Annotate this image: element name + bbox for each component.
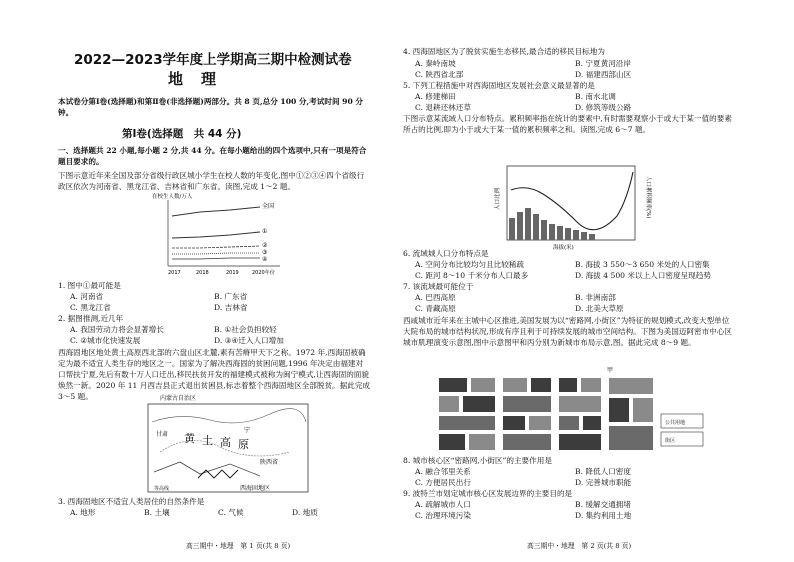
city-legend-block: 街区 — [665, 438, 676, 444]
q1-stem: 1. 图中①最可能是 — [58, 281, 121, 290]
q9-option-a[interactable]: A. 疏解城市人口 — [415, 500, 471, 509]
series-national-label: 全国 — [262, 203, 275, 210]
x-tick-2017: 2017 — [168, 270, 181, 276]
passage-4: 西咸城市近年来在主城中心区推进,美国发展为以“密路网,小街区”为特征的规划模式,改变大型单位大院布局的城市结构状况,形成有序且利于可持续发展的城市空间结构。下图为美国迈阿密市中心区城市肌理演变示意图,图中示意图甲和丙分别为新城市布局示意,图。据此完成 8～9 题。 — [403, 316, 732, 347]
q9-option-c[interactable]: C. 治理环境污染 — [415, 511, 471, 520]
q6-option-d[interactable]: D. 海拔 4 500 米以上人口密度呈现趋势 — [575, 271, 711, 280]
series-3-line — [172, 253, 260, 254]
q9-option-b[interactable]: B. 缓解交通拥堵 — [575, 500, 631, 509]
map-river — [154, 462, 260, 476]
q4-option-c[interactable]: C. 陕西省北部 — [415, 70, 464, 79]
series-1-label: ① — [262, 228, 268, 235]
q1-option-b[interactable]: B. 广东省 — [214, 292, 248, 301]
map-border-line — [152, 409, 306, 423]
city-label-jia: 甲 — [607, 367, 614, 374]
map-label-gao: 高 — [220, 436, 231, 449]
q8-option-c[interactable]: C. 方便居民出行 — [415, 478, 471, 487]
q1-option-c[interactable]: C. 黑龙江省 — [70, 303, 111, 312]
q1-option-d[interactable]: D. 吉林省 — [214, 303, 248, 312]
city-panel-1 — [439, 378, 495, 450]
map-label-inner-mongolia: 内蒙古自治区 — [160, 395, 197, 402]
x-tick-2018: 2018 — [196, 270, 209, 276]
q6-stem: 6. 流域城人口分布特点是 — [403, 249, 489, 258]
q1-option-a[interactable]: A. 河南省 — [70, 292, 104, 301]
q3-option-b[interactable]: B. 土壤 — [144, 508, 170, 517]
q4-option-d[interactable]: D. 福建西部山区 — [575, 70, 632, 79]
exam-title: 2022—2023学年度上学期高三期中检测试卷 — [74, 52, 352, 68]
q4-option-b[interactable]: B. 宁夏黄河沿岸 — [575, 59, 631, 68]
q2-stem: 2. 据图推测,近几年 — [58, 314, 124, 323]
q8-option-a[interactable]: A. 融合邻里关系 — [415, 467, 471, 476]
city-legend-public: 公共用地 — [665, 420, 686, 426]
q2-option-a[interactable]: A. 我国劳动力将会显著增长 — [70, 325, 164, 334]
q7-option-c[interactable]: C. 青藏高原 — [415, 304, 456, 313]
q5-stem: 5. 下列工程措施中对西海固地区发展社会意义最显著的是 — [403, 81, 595, 90]
series-1-line — [172, 232, 260, 238]
exam-subject: 地理 — [168, 70, 235, 88]
q5-option-d[interactable]: D. 修筑等级公路 — [575, 103, 632, 112]
city-legend — [661, 414, 703, 446]
q5-option-a[interactable]: A. 修建梯田 — [415, 92, 456, 101]
footer-right: 高三期中・地理 第 2 页(共 8 页) — [527, 542, 632, 550]
map-label-tu: 土 — [202, 434, 213, 447]
q6-option-c[interactable]: C. 距河 8～10 千米分布人口最多 — [415, 271, 529, 280]
city-figure — [437, 364, 707, 454]
q2-option-d[interactable]: D. ③④迁入人口增加 — [214, 336, 284, 345]
students-ylabel: 在校生人数/万人 — [152, 194, 193, 200]
section1-instructions: 一、选择题共 22 小题,每小题 2 分,共 44 分。在每小题给出的四个选项中,只有一项是符合题目要求的。 — [58, 146, 367, 166]
q4-stem: 4. 西海固地区为了脱贫实施生态移民,最合适的移民目标地为 — [403, 47, 605, 56]
q7-stem: 7. 该流域最可能位于 — [403, 282, 474, 291]
series-4-line — [172, 258, 260, 259]
x-tick-2020: 2020年份 — [252, 270, 275, 276]
exam-intro: 本试卷分第Ⅰ卷(选择题)和第Ⅱ卷(非选择题)两部分。共 8 页,总分 100 分,考试时间 90 分钟。 — [58, 97, 363, 117]
passage-2: 西海固地区地处黄土高原西北部的六盘山区北麓,素有苦瘠甲天下之称。1972 年,西海固被确定为最不适宜人类生存的地区之一。国家为了解决西海固的贫困问题,1996 年决定由福建对口帮扶宁夏,先后有数十万人口迁出,移民扶贫开发的福建模式被称为闽宁模式,让西海固的面貌焕然一新。2020 年 11 月西吉县正式退出贫困县,标志着整个西海固地区全部脱贫。据此完成 3～5 题。 — [58, 348, 371, 401]
q8-stem: 8. 城市核心区“密路网,小街区”的主要作用是 — [403, 456, 552, 465]
city-panel-2 — [503, 378, 551, 450]
map-figure — [140, 392, 320, 496]
q3-option-a[interactable]: A. 地形 — [70, 508, 96, 517]
q6-option-b[interactable]: B. 海拔 3 550～3 650 米处的人口密集 — [575, 260, 710, 269]
map-label-ning: 宁 — [244, 427, 251, 434]
series-2-label: ② — [262, 242, 268, 249]
q5-option-b[interactable]: B. 南水北调 — [575, 92, 616, 101]
q5-option-c[interactable]: C. 退耕还林还草 — [415, 103, 471, 112]
city-panel-4 — [609, 378, 653, 450]
map-mountain-symbol — [198, 470, 238, 478]
series-2-line — [172, 246, 260, 248]
right-page — [397, 0, 794, 562]
q3-option-d[interactable]: D. 地质 — [292, 508, 318, 517]
population-x-axis-label: 海拔(米) — [553, 245, 574, 250]
q4-option-a[interactable]: A. 秦岭南坡 — [415, 59, 456, 68]
city-panel-3 — [559, 378, 601, 450]
footer-left: 高三期中・地理 第 1 页(共 8 页) — [186, 542, 291, 550]
students-figure — [150, 190, 300, 276]
map-label-huang: 黄 — [184, 432, 195, 445]
series-4-label: ④ — [262, 256, 268, 263]
population-right-axis-label: 人口累积频率(%) — [645, 176, 651, 219]
population-figure — [487, 160, 657, 250]
population-left-axis-label: 人口比例 — [495, 187, 501, 210]
map-legend-contour: 等高线 — [154, 486, 170, 492]
q8-option-d[interactable]: D. 完善城市职能 — [575, 478, 632, 487]
q9-option-d[interactable]: D. 集约利用土地 — [575, 511, 632, 520]
q6-option-a[interactable]: A. 空间分布比较均匀且比较稀疏 — [415, 260, 525, 269]
q2-option-c[interactable]: C. ②城市化快速发展 — [70, 336, 141, 345]
map-label-gansu: 甘肃 — [156, 431, 169, 438]
q7-option-b[interactable]: B. 非洲南部 — [575, 293, 616, 302]
q3-stem: 3. 西海固地区不适宜人类居住的自然条件是 — [58, 497, 205, 506]
q2-option-b[interactable]: B. ①社会负担较轻 — [214, 325, 277, 334]
series-national-line — [172, 207, 260, 216]
population-bars — [509, 208, 595, 240]
x-tick-2019: 2019 — [226, 270, 239, 276]
passage-3: 下图示意某流域人口分布特点。累积频率指在统计的要素中,有时需要观察小于或大于某一值的要素所占的比例,即为小于或大于某一值的累积频率之和。读图,完成 6～7 题。 — [403, 114, 732, 134]
series-3-label: ③ — [262, 249, 268, 256]
q7-option-a[interactable]: A. 巴西高原 — [415, 293, 456, 302]
q9-stem: 9. 波特兰市划定城市核心区发展边界的主要目的是 — [403, 489, 573, 498]
map-label-yuan: 原 — [238, 438, 249, 451]
section1-title: 第Ⅰ卷(选择题 共 44 分) — [122, 128, 242, 140]
q8-option-b[interactable]: B. 降低人口密度 — [575, 467, 631, 476]
q7-option-d[interactable]: D. 北美大草原 — [575, 304, 624, 313]
map-label-xihaigu: 西海固地区 — [240, 485, 271, 492]
q3-option-c[interactable]: C. 气候 — [218, 508, 244, 517]
passage-1: 下图示意近年来全国及部分省级行政区城小学生在校人数的年变化,图中①②③④四个省级行政区依次为河南省、黑龙江省、吉林省和广东省。读图,完成 1～2 题。 — [58, 171, 365, 191]
map-label-shaanxi: 陕西省 — [260, 459, 279, 466]
